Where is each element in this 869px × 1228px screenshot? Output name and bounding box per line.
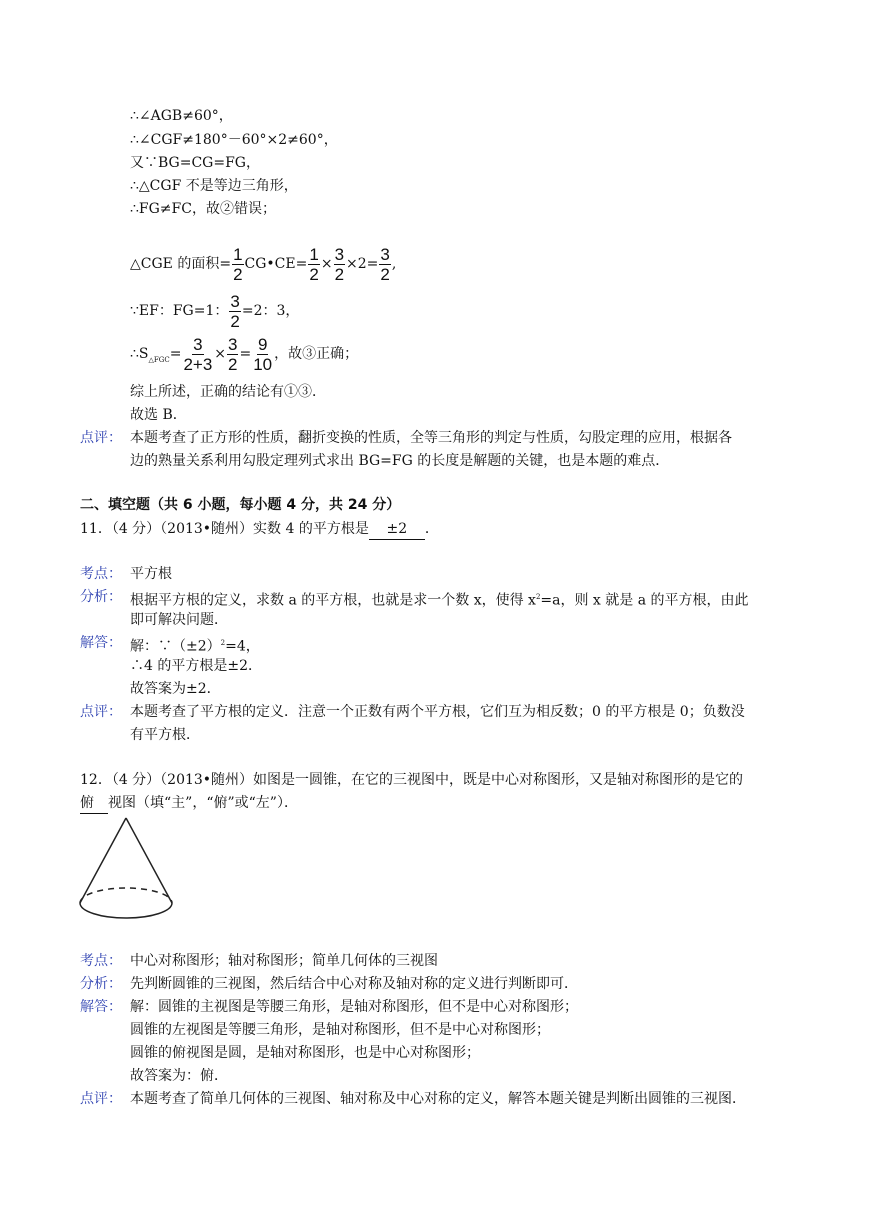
jieda-line-3: 圆锥的俯视图是圆，是轴对称图形，也是中心对称图形； (130, 1045, 480, 1061)
section-heading: 二、填空题（共 6 小题，每小题 4 分，共 24 分） (80, 497, 401, 513)
fenxi-line-1: 根据平方根的定义，求数 a 的平方根，也就是求一个数 x，使得 $x^2=a$，则 x 就是 a 的平方根，由此 (130, 592, 749, 609)
fraction: $\frac{9}{10}$ (253, 334, 273, 374)
dianping-text: 本题考查了简单几何体的三视图、轴对称及中心对称的定义，解答本题关键是判断出圆锥的三视图． (130, 1091, 746, 1107)
fenxi-text: 先判断圆锥的三视图，然后结合中心对称及轴对称的定义进行判断即可． (130, 976, 578, 992)
solution-line-3: 又∵BG=CG=FG， (130, 155, 260, 171)
fraction: $\frac{1}{2}$ (309, 244, 319, 284)
answer-blank: ±2 (369, 519, 425, 540)
fenxi-label: 分析： (80, 976, 122, 992)
conclusion: 综上所述，正确的结论有①③． (130, 384, 326, 400)
kaodian-text: 中心对称图形；轴对称图形；简单几何体的三视图 (130, 953, 438, 969)
q12-stem-1: 12．（4 分）（2013•随州）如图是一圆锥，在它的三视图中，既是中心对称图形，又是轴对称图形的是它的 (80, 772, 744, 788)
q12-stem-2: 俯 视图（填“主”，“俯”或“左”）． (80, 793, 298, 814)
jieda-label: 解答： (80, 999, 122, 1015)
kaodian-label: 考点： (80, 566, 122, 582)
solution-line-4: ∴△CGF 不是等边三角形， (130, 178, 298, 194)
comment-label: 点评： (80, 430, 122, 446)
jieda-line-1: 解：$\because(\pm 2)^2=4$， (130, 638, 260, 655)
comment-line-2: 边的熟量关系利用勾股定理列式求出 BG=FG 的长度是解题的关键，也是本题的难点． (130, 453, 670, 469)
solution-line-5: ∴FG≠FC，故②错误； (130, 201, 276, 217)
fraction: $\frac{1}{2}$ (233, 244, 243, 284)
answer-blank: 俯 (80, 793, 108, 814)
jieda-line-2: 圆锥的左视图是等腰三角形，是轴对称图形，但不是中心对称图形； (130, 1022, 550, 1038)
comment-line-1: 本题考查了正方形的性质，翻折变换的性质，全等三角形的判定与性质，勾股定理的应用，根据各 (130, 430, 732, 446)
kaodian-label: 考点： (80, 953, 122, 969)
area-formula: △CGE 的面积= $\frac{1}{2}$ CG•CE= $\frac{1}{2}$ × $\frac{3}{2}$ ×2= $\frac{3}{2}$ , (130, 244, 397, 284)
ratio-formula: ∵EF：FG=1： $\frac{3}{2}$ =2：3， (130, 291, 300, 331)
fraction: $\frac{3}{2}$ (334, 244, 345, 284)
fraction: $\frac{3}{2}$ (228, 334, 238, 374)
q11-stem: 11．（4 分）（2013•随州）实数 4 的平方根是 ±2 ． (80, 519, 439, 540)
jieda-label: 解答： (80, 635, 122, 651)
dianping-label: 点评： (80, 704, 122, 720)
dianping-label: 点评： (80, 1091, 122, 1107)
fraction: $\frac{3}{2}$ (380, 244, 390, 284)
fraction: $\frac{3}{2}$ (230, 291, 240, 331)
jieda-line-1: 解：圆锥的主视图是等腰三角形，是轴对称图形，但不是中心对称图形； (130, 999, 578, 1015)
fenxi-line-2: 即可解决问题． (130, 612, 228, 628)
dianping-line-2: 有平方根． (130, 727, 200, 743)
fraction: $\frac{3}{2+3}$ (183, 334, 213, 374)
s-formula: $\therefore S_{\triangle FGC}=$ $\frac{3}{2+3}$ × $\frac{3}{2}$ = $\frac{9}{10}$ ，故③正确； (130, 334, 359, 374)
kaodian-text: 平方根 (130, 566, 172, 582)
solution-line-1: ∴∠AGB≠60°， (130, 108, 233, 124)
jieda-line-2: ∴4 的平方根是±2． (130, 658, 262, 674)
jieda-line-3: 故答案为±2． (130, 681, 221, 697)
choice: 故选 B． (130, 407, 187, 423)
solution-line-2: ∴∠CGF≠180°－60°×2≠60°， (130, 132, 338, 148)
fenxi-label: 分析： (80, 589, 122, 605)
jieda-line-4: 故答案为：俯． (130, 1068, 228, 1084)
cone-figure (74, 812, 178, 932)
dianping-line-1: 本题考查了平方根的定义．注意一个正数有两个平方根，它们互为相反数；0 的平方根是 0；负数没 (130, 704, 745, 720)
